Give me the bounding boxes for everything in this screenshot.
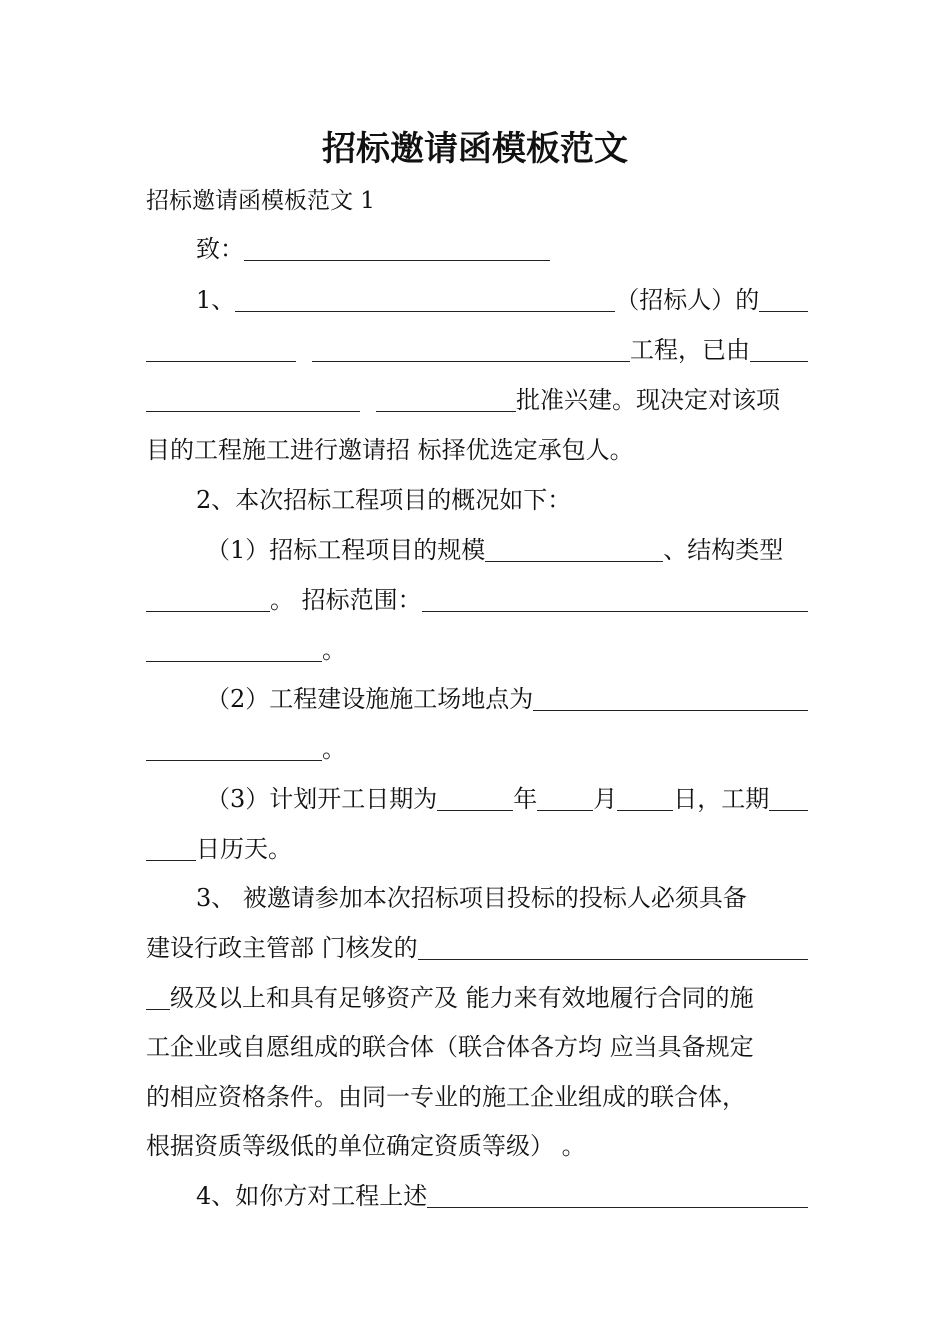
item-3-line-2: [146, 824, 808, 874]
item-1-structure-text: 、结构类型: [663, 536, 784, 564]
p1-tenderer-text: （招标人）的: [615, 286, 760, 314]
p1-blank-end: [759, 310, 808, 312]
qualification-blank-a: [418, 958, 808, 960]
p2-text: 2、本次招标工程项目的概况如下：: [196, 486, 572, 514]
qualification-blank-b: [146, 1008, 170, 1010]
paragraph-1-line-2: [146, 325, 808, 375]
paragraph-3-line-2: [146, 923, 808, 973]
site-blank-a: [533, 709, 808, 711]
item-1-line-2: [146, 575, 808, 625]
paragraph-1-line-1: [196, 275, 808, 325]
p4-blank: [427, 1206, 808, 1208]
p3-text-a: 3、 被邀请参加本次招标项目投标的投标人必须具备: [196, 884, 747, 912]
paragraph-1-line-3: [146, 375, 808, 425]
p1-number: 1、: [196, 286, 236, 314]
year-blank: [437, 809, 513, 811]
p1-end-text: 目的工程施工进行邀请招 标择优选定承包人。: [146, 436, 634, 464]
item-1-end: 。: [322, 636, 346, 664]
approver-blank-a: [750, 360, 808, 362]
addressee-blank: [244, 259, 550, 261]
item-1-line-1: [206, 525, 808, 575]
duration-label: 日，工期: [673, 785, 770, 813]
duration-blank-b: [146, 859, 196, 861]
addressee-line: [196, 224, 808, 274]
project-blank-a: [146, 360, 296, 362]
item-2-site-text: （2）工程建设施施工场地点为: [206, 685, 534, 713]
paragraph-3-line-4: [146, 1022, 808, 1072]
calendar-days-text: 日历天。: [196, 835, 292, 863]
project-blank-b: [312, 360, 630, 362]
p4-text: 4、如你方对工程上述: [196, 1182, 428, 1210]
year-label: 年: [513, 785, 538, 813]
p3-text-b: 建设行政主管部 门核发的: [146, 934, 418, 962]
item-1-range-text: 。 招标范围：: [270, 586, 422, 614]
item-3-line-1: [206, 774, 808, 824]
item-3-date-text: （3）计划开工日期为: [206, 785, 438, 813]
item-2-end: 。: [322, 735, 346, 763]
day-blank: [617, 809, 673, 811]
paragraph-2-heading: [196, 475, 808, 525]
paragraph-3-line-5: [146, 1072, 808, 1122]
item-1-scale-text: （1）招标工程项目的规模: [206, 536, 486, 564]
p3-text-e: 的相应资格条件。由同一专业的施工企业组成的联合体，: [146, 1083, 746, 1111]
site-blank-b: [146, 759, 322, 761]
document-subtitle: 招标邀请函模板范文 1: [146, 188, 375, 214]
month-label: 月: [593, 785, 618, 813]
p3-text-d: 工企业或自愿组成的联合体（联合体各方均 应当具备规定: [146, 1033, 754, 1061]
paragraph-3-line-3: [146, 973, 808, 1023]
to-label: 致：: [196, 235, 244, 263]
approver-blank-b: [146, 410, 360, 412]
structure-blank: [146, 610, 270, 612]
tenderer-blank: [235, 310, 615, 312]
paragraph-3-line-1: [196, 873, 808, 923]
scale-blank: [485, 560, 663, 562]
p1-approve-text: 批准兴建。现决定对该项: [516, 386, 780, 414]
p3-text-c: 级及以上和具有足够资产及 能力来有效地履行合同的施: [170, 984, 754, 1012]
range-blank-b: [146, 660, 322, 662]
paragraph-3-line-6: [146, 1121, 808, 1171]
month-blank: [537, 809, 593, 811]
duration-blank-a: [769, 809, 808, 811]
item-1-line-3: [146, 625, 808, 675]
approver-blank-c: [376, 410, 516, 412]
paragraph-1-line-4: [146, 425, 808, 475]
p1-project-text: 工程，已由: [630, 336, 750, 364]
item-2-line-2: [146, 724, 808, 774]
document-title: 招标邀请函模板范文: [322, 129, 628, 169]
p3-text-f: 根据资质等级低的单位确定资质等级） 。: [146, 1132, 586, 1160]
range-blank-a: [422, 610, 808, 612]
paragraph-4-line-1: [196, 1171, 808, 1221]
item-2-line-1: [206, 674, 808, 724]
